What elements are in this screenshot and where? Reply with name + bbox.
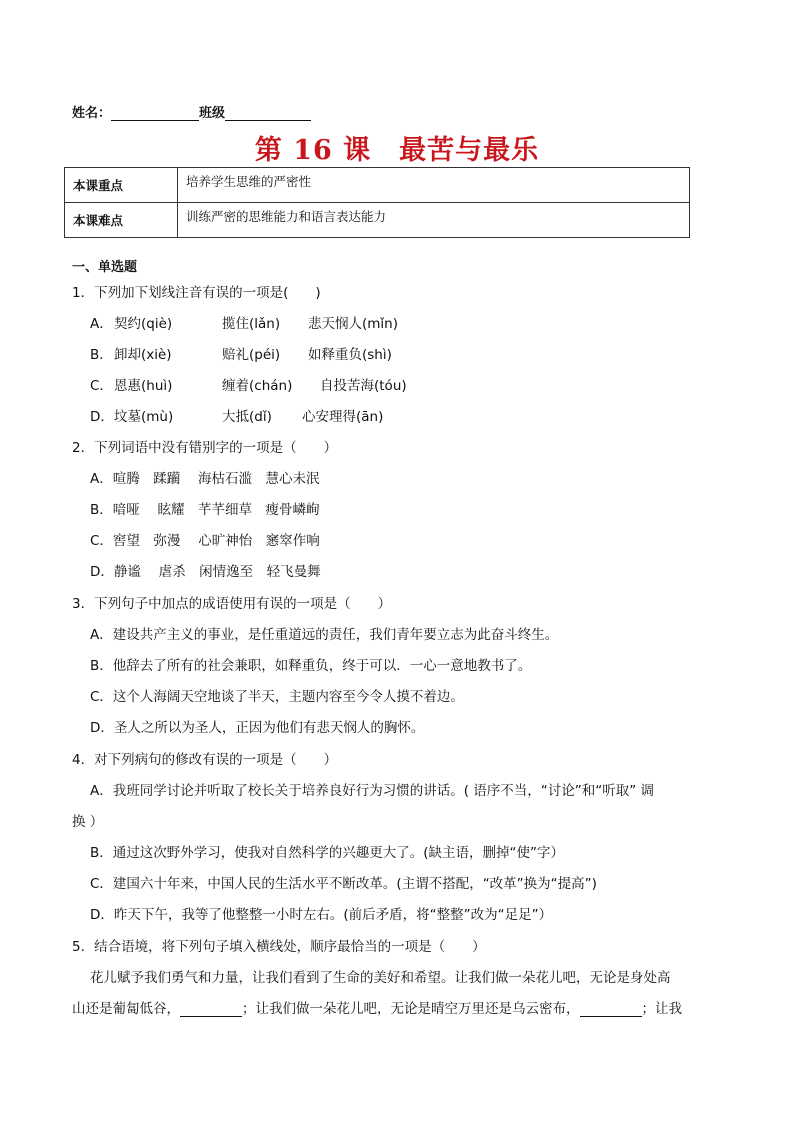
word: 心安理得(ān)	[302, 409, 384, 425]
q1-option-d[interactable]	[90, 405, 405, 425]
name-label: 姓名：	[72, 106, 112, 121]
word: 缠着(chán)	[222, 378, 293, 394]
word: 卸却(xiè)	[114, 347, 172, 363]
question-1-stem: 1．下列加下划线注音有误的一项是( )	[72, 285, 321, 301]
name-blank[interactable]	[111, 106, 199, 121]
option-label: C．	[90, 378, 113, 394]
class-blank[interactable]	[225, 106, 311, 121]
option-label: A．	[90, 316, 113, 332]
q4-option-d[interactable]: D．昨天下午，我等了他整整一小时左右。(前后矛盾，将“整整”改为“足足”）	[90, 907, 553, 923]
table-row	[65, 168, 690, 203]
passage-text: ；让我们做一朵花儿吧，无论是晴空万里还是乌云密布，	[242, 1001, 580, 1017]
question-4-stem: 4．对下列病句的修改有误的一项是（ ）	[72, 752, 338, 768]
option-label: D．	[90, 409, 114, 425]
q4-option-a-cont: 换 ）	[72, 814, 104, 830]
q2-option-a[interactable]: A．喧腾 蹂躏 海枯石滥 慧心未泯	[90, 471, 320, 487]
q2-option-b[interactable]: B．喑哑 眩耀 芊芊细草 瘦骨嶙峋	[90, 502, 320, 518]
word: 大抵(dǐ)	[222, 409, 272, 425]
student-info-line	[72, 102, 311, 121]
q4-option-c[interactable]: C．建国六十年来，中国人民的生活水平不断改革。(主谓不搭配，“改革”换为“提高”)	[90, 876, 597, 892]
q2-option-d[interactable]: D．静谧 虐杀 闲情逸至 轻飞曼舞	[90, 564, 321, 580]
word: 坟墓(mù)	[114, 409, 174, 425]
passage-text: ；让我	[641, 1001, 682, 1017]
question-3-stem: 3．下列句子中加点的成语使用有误的一项是（ ）	[72, 596, 392, 612]
key-focus-label: 本课重点	[65, 168, 178, 203]
section-heading: 一、单选题	[72, 260, 138, 275]
lesson-title: 第 16 课 最苦与最乐	[254, 135, 540, 166]
q3-option-c[interactable]: C．这个人海阔天空地谈了半天，主题内容至今令人摸不着边。	[90, 689, 464, 705]
difficulty-value: 训练严密的思维能力和语言表达能力	[178, 203, 690, 238]
q1-option-c[interactable]	[90, 374, 429, 394]
table-row	[65, 203, 690, 238]
key-focus-value: 培养学生思维的严密性	[178, 168, 690, 203]
word: 契约(qiè)	[114, 316, 173, 332]
question-2-stem: 2．下列词语中没有错别字的一项是（ ）	[72, 440, 338, 456]
class-label: 班级	[199, 106, 226, 121]
lesson-meta-table	[64, 167, 690, 238]
q4-option-b[interactable]: B．通过这次野外学习，使我对自然科学的兴趣更大了。(缺主语，删掉“使”字）	[90, 845, 565, 861]
passage-text: 山还是葡匐低谷，	[72, 1001, 180, 1017]
q4-option-a[interactable]: A．我班同学讨论并听取了校长关于培养良好行为习惯的讲话。( 语序不当，“讨论”和“听取” 调	[90, 783, 655, 799]
word: 赔礼(péi)	[222, 347, 281, 363]
q5-passage-line-1: 花儿赋予我们勇气和力量，让我们看到了生命的美好和希望。让我们做一朵花儿吧，无论是身处高	[90, 970, 671, 986]
q2-option-c[interactable]: C．窖望 弥漫 心旷神怡 窸窣作响	[90, 533, 320, 549]
fill-blank-2[interactable]	[580, 1002, 642, 1017]
difficulty-label: 本课难点	[65, 203, 178, 238]
fill-blank-1[interactable]	[180, 1002, 242, 1017]
word: 恩惠(huì)	[114, 378, 173, 394]
question-5-stem: 5．结合语境，将下列句子填入横线处，顺序最恰当的一项是（ ）	[72, 939, 486, 955]
word: 悲天悯人(mǐn)	[308, 316, 398, 332]
q3-option-d[interactable]: D．圣人之所以为圣人，正因为他们有悲天悯人的胸怀。	[90, 720, 425, 736]
option-label: B．	[90, 347, 113, 363]
q3-option-b[interactable]: B．他辞去了所有的社会兼职，如释重负，终于可以．一心一意地教书了。	[90, 658, 532, 674]
q1-option-b[interactable]	[90, 343, 414, 363]
q5-passage-line-2	[72, 997, 682, 1017]
q3-option-a[interactable]: A．建设共产主义的事业，是任重道远的责任，我们青年要立志为此奋斗终生。	[90, 627, 559, 643]
q1-option-a[interactable]	[90, 312, 420, 332]
word: 如释重负(shì)	[308, 347, 392, 363]
word: 自投苦海(tóu)	[320, 378, 407, 394]
word: 揽住(lǎn)	[222, 316, 281, 332]
